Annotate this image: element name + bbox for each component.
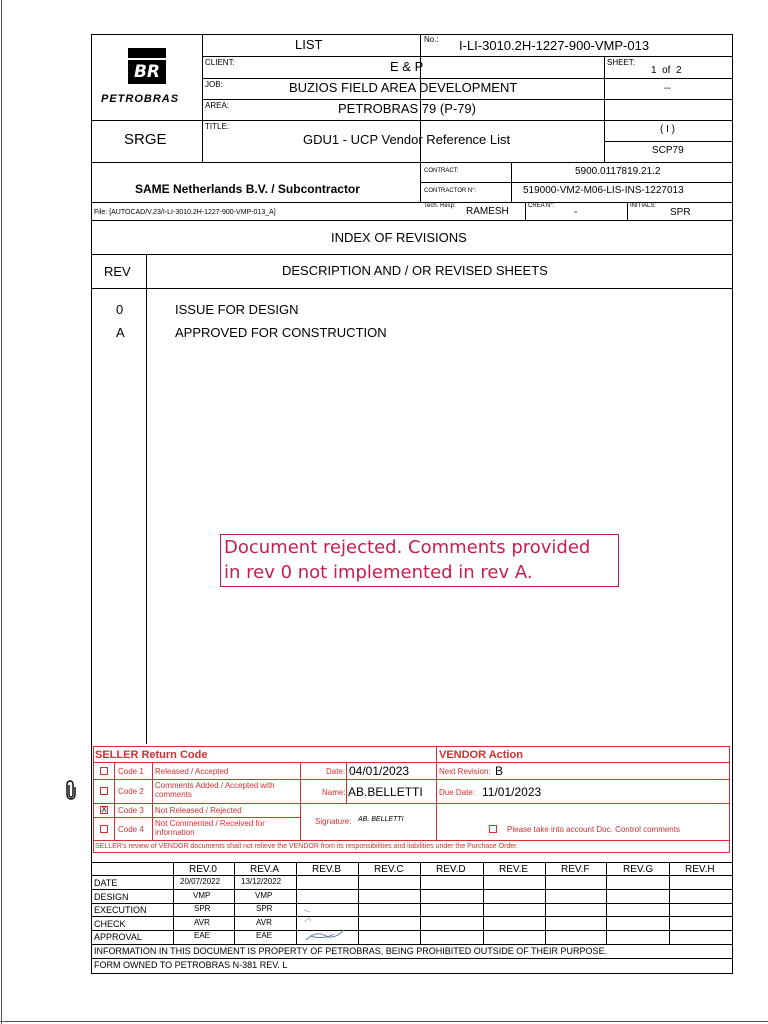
crea-value: - bbox=[574, 207, 578, 218]
crea-label: CREA N°: bbox=[528, 203, 555, 209]
doc-number: I-LI-3010.2H-1227-900-VMP-013 bbox=[459, 38, 650, 53]
rev-row-1: A bbox=[116, 325, 125, 340]
initials-value: SPR bbox=[670, 207, 691, 218]
signature-label: Signature: bbox=[315, 817, 352, 826]
doc-title: GDU1 - UCP Vendor Reference List bbox=[303, 132, 511, 147]
contract-value: 5900.0117819.21.2 bbox=[575, 166, 661, 177]
tech-resp-label: Tech. Resp: bbox=[424, 203, 456, 209]
col-rev-a: REV.A bbox=[250, 864, 280, 875]
desc-header: DESCRIPTION AND / OR REVISED SHEETS bbox=[282, 263, 548, 278]
col-rev-c: REV.C bbox=[374, 864, 404, 875]
job-label: JOB: bbox=[205, 80, 223, 89]
name-label: Name: bbox=[322, 788, 346, 797]
row-approval-reva: EAE bbox=[256, 931, 273, 940]
code-4-label: Code 4 bbox=[118, 825, 144, 834]
code-3-text: Not Released / Rejected bbox=[155, 806, 242, 815]
seller-return-title: SELLER Return Code bbox=[95, 749, 208, 761]
due-date-label: Due Date: bbox=[439, 788, 476, 797]
contract-label: CONTRACT: bbox=[424, 168, 459, 174]
company-name: PETROBRAS bbox=[101, 93, 180, 105]
row-execution-label: EXECUTION bbox=[94, 905, 147, 915]
reviewer-signature: AB. BELLETTI bbox=[358, 816, 404, 823]
job-value: BUZIOS FIELD AREA DEVELOPMENT bbox=[289, 80, 518, 95]
signature-scribble-icon bbox=[300, 904, 360, 949]
contractor-no-label: CONTRACTOR N°: bbox=[424, 188, 477, 194]
row-date-rev0: 20/07/2022 bbox=[180, 877, 221, 886]
col-rev-e: REV.E bbox=[499, 864, 529, 875]
row-design-label: DESIGN bbox=[94, 892, 129, 902]
title-label: TITLE: bbox=[205, 122, 230, 131]
desc-row-0: ISSUE FOR DESIGN bbox=[175, 302, 299, 317]
code-2-text: Comments Added / Accepted with comments bbox=[155, 781, 275, 799]
job-right: -- bbox=[664, 83, 671, 94]
date-label: Date: bbox=[326, 767, 346, 776]
sheet-label: SHEET: bbox=[607, 58, 636, 67]
title-code: SCP79 bbox=[652, 145, 684, 156]
col-rev-f: REV.F bbox=[561, 864, 590, 875]
code-2-checkbox-icon[interactable] bbox=[100, 787, 108, 795]
petrobras-logo bbox=[128, 48, 166, 86]
footer-line-1: INFORMATION IN THIS DOCUMENT IS PROPERTY OF PETROBRAS, BEING PROHIBITED OUTSIDE OF THEIR PURPOSE. bbox=[94, 946, 608, 956]
row-approval-label: APPROVAL bbox=[94, 932, 142, 942]
code-2-label: Code 2 bbox=[118, 787, 144, 796]
doc-control-checkbox-icon[interactable] bbox=[489, 825, 497, 833]
desc-row-1: APPROVED FOR CONSTRUCTION bbox=[175, 325, 387, 340]
no-label: No.: bbox=[424, 35, 439, 44]
row-date-label: DATE bbox=[94, 878, 118, 888]
row-approval-rev0: EAE bbox=[194, 931, 211, 940]
row-design-rev0: VMP bbox=[193, 891, 211, 900]
rejection-comment bbox=[220, 534, 619, 587]
col-rev-b: REV.B bbox=[312, 864, 342, 875]
col-rev-0: REV.0 bbox=[189, 864, 217, 875]
next-rev-value: B bbox=[495, 764, 504, 778]
department: SRGE bbox=[124, 131, 167, 148]
area-label: AREA: bbox=[205, 101, 230, 110]
client-value: E & P bbox=[390, 59, 424, 74]
row-execution-rev0: SPR bbox=[194, 904, 211, 913]
code-3-label: Code 3 bbox=[118, 806, 144, 815]
row-date-reva: 13/12/2022 bbox=[241, 877, 282, 886]
row-design-reva: VMP bbox=[255, 891, 273, 900]
rejection-line-1: Document rejected. Comments provided bbox=[224, 537, 591, 558]
reviewer-name: AB.BELLETTI bbox=[348, 785, 423, 799]
sheet-number: 1 of 2 bbox=[651, 65, 682, 76]
footer-line-2: FORM OWNED TO PETROBRAS N-381 REV. L bbox=[94, 960, 288, 970]
review-date: 04/01/2023 bbox=[349, 764, 410, 778]
row-execution-reva: SPR bbox=[256, 904, 273, 913]
area-value: PETROBRAS 79 (P-79) bbox=[338, 101, 476, 116]
code-1-label: Code 1 bbox=[118, 767, 144, 776]
file-path: File: [AUTOCAD/V.23/I-LI-3010.2H-1227-900-VMP-013_A] bbox=[94, 209, 276, 216]
row-check-reva: AVR bbox=[256, 918, 272, 927]
vendor-action-title: VENDOR Action bbox=[439, 749, 523, 761]
doc-control-note: Please take into account Doc. Control comments bbox=[507, 825, 680, 834]
logo-mark: BR bbox=[128, 60, 166, 84]
col-rev-d: REV.D bbox=[436, 864, 466, 875]
page-edge-bottom bbox=[0, 1021, 768, 1022]
contractor-no-value: 519000-VM2-M06-LIS-INS-1227013 bbox=[523, 185, 684, 196]
tech-resp-value: RAMESH bbox=[466, 206, 509, 217]
index-title: INDEX OF REVISIONS bbox=[331, 230, 467, 245]
initials-label: INITIALS: bbox=[630, 203, 657, 209]
due-date-value: 11/01/2023 bbox=[482, 785, 542, 799]
seller-footer-note: SELLER's review of VENDOR documents shall not relieve the VENDOR from its responsibilities and liabilities under the Purchase Order. bbox=[95, 843, 519, 850]
code-3-checkbox-icon[interactable]: X bbox=[101, 805, 107, 814]
rev-row-0: 0 bbox=[116, 302, 124, 317]
col-rev-g: REV.G bbox=[623, 864, 654, 875]
title-rev: ( I ) bbox=[660, 124, 675, 135]
code-1-text: Released / Accepted bbox=[155, 767, 229, 776]
contractor-name: SAME Netherlands B.V. / Subcontractor bbox=[135, 182, 360, 196]
row-check-rev0: AVR bbox=[194, 918, 210, 927]
row-check-label: CHECK bbox=[94, 919, 126, 929]
rev-header: REV bbox=[104, 264, 131, 279]
page-edge-left bbox=[1, 0, 2, 1024]
col-rev-h: REV.H bbox=[685, 864, 715, 875]
code-1-checkbox-icon[interactable] bbox=[100, 767, 108, 775]
next-rev-label: Next Revision: bbox=[439, 767, 491, 776]
code-4-text: Not Commented / Received for information bbox=[155, 819, 265, 837]
rejection-line-2: in rev 0 not implemented in rev A. bbox=[224, 562, 533, 583]
paperclip-icon[interactable] bbox=[66, 780, 76, 805]
list-label: LIST bbox=[295, 37, 323, 52]
code-4-checkbox-icon[interactable] bbox=[100, 825, 108, 833]
client-label: CLIENT: bbox=[205, 58, 235, 67]
